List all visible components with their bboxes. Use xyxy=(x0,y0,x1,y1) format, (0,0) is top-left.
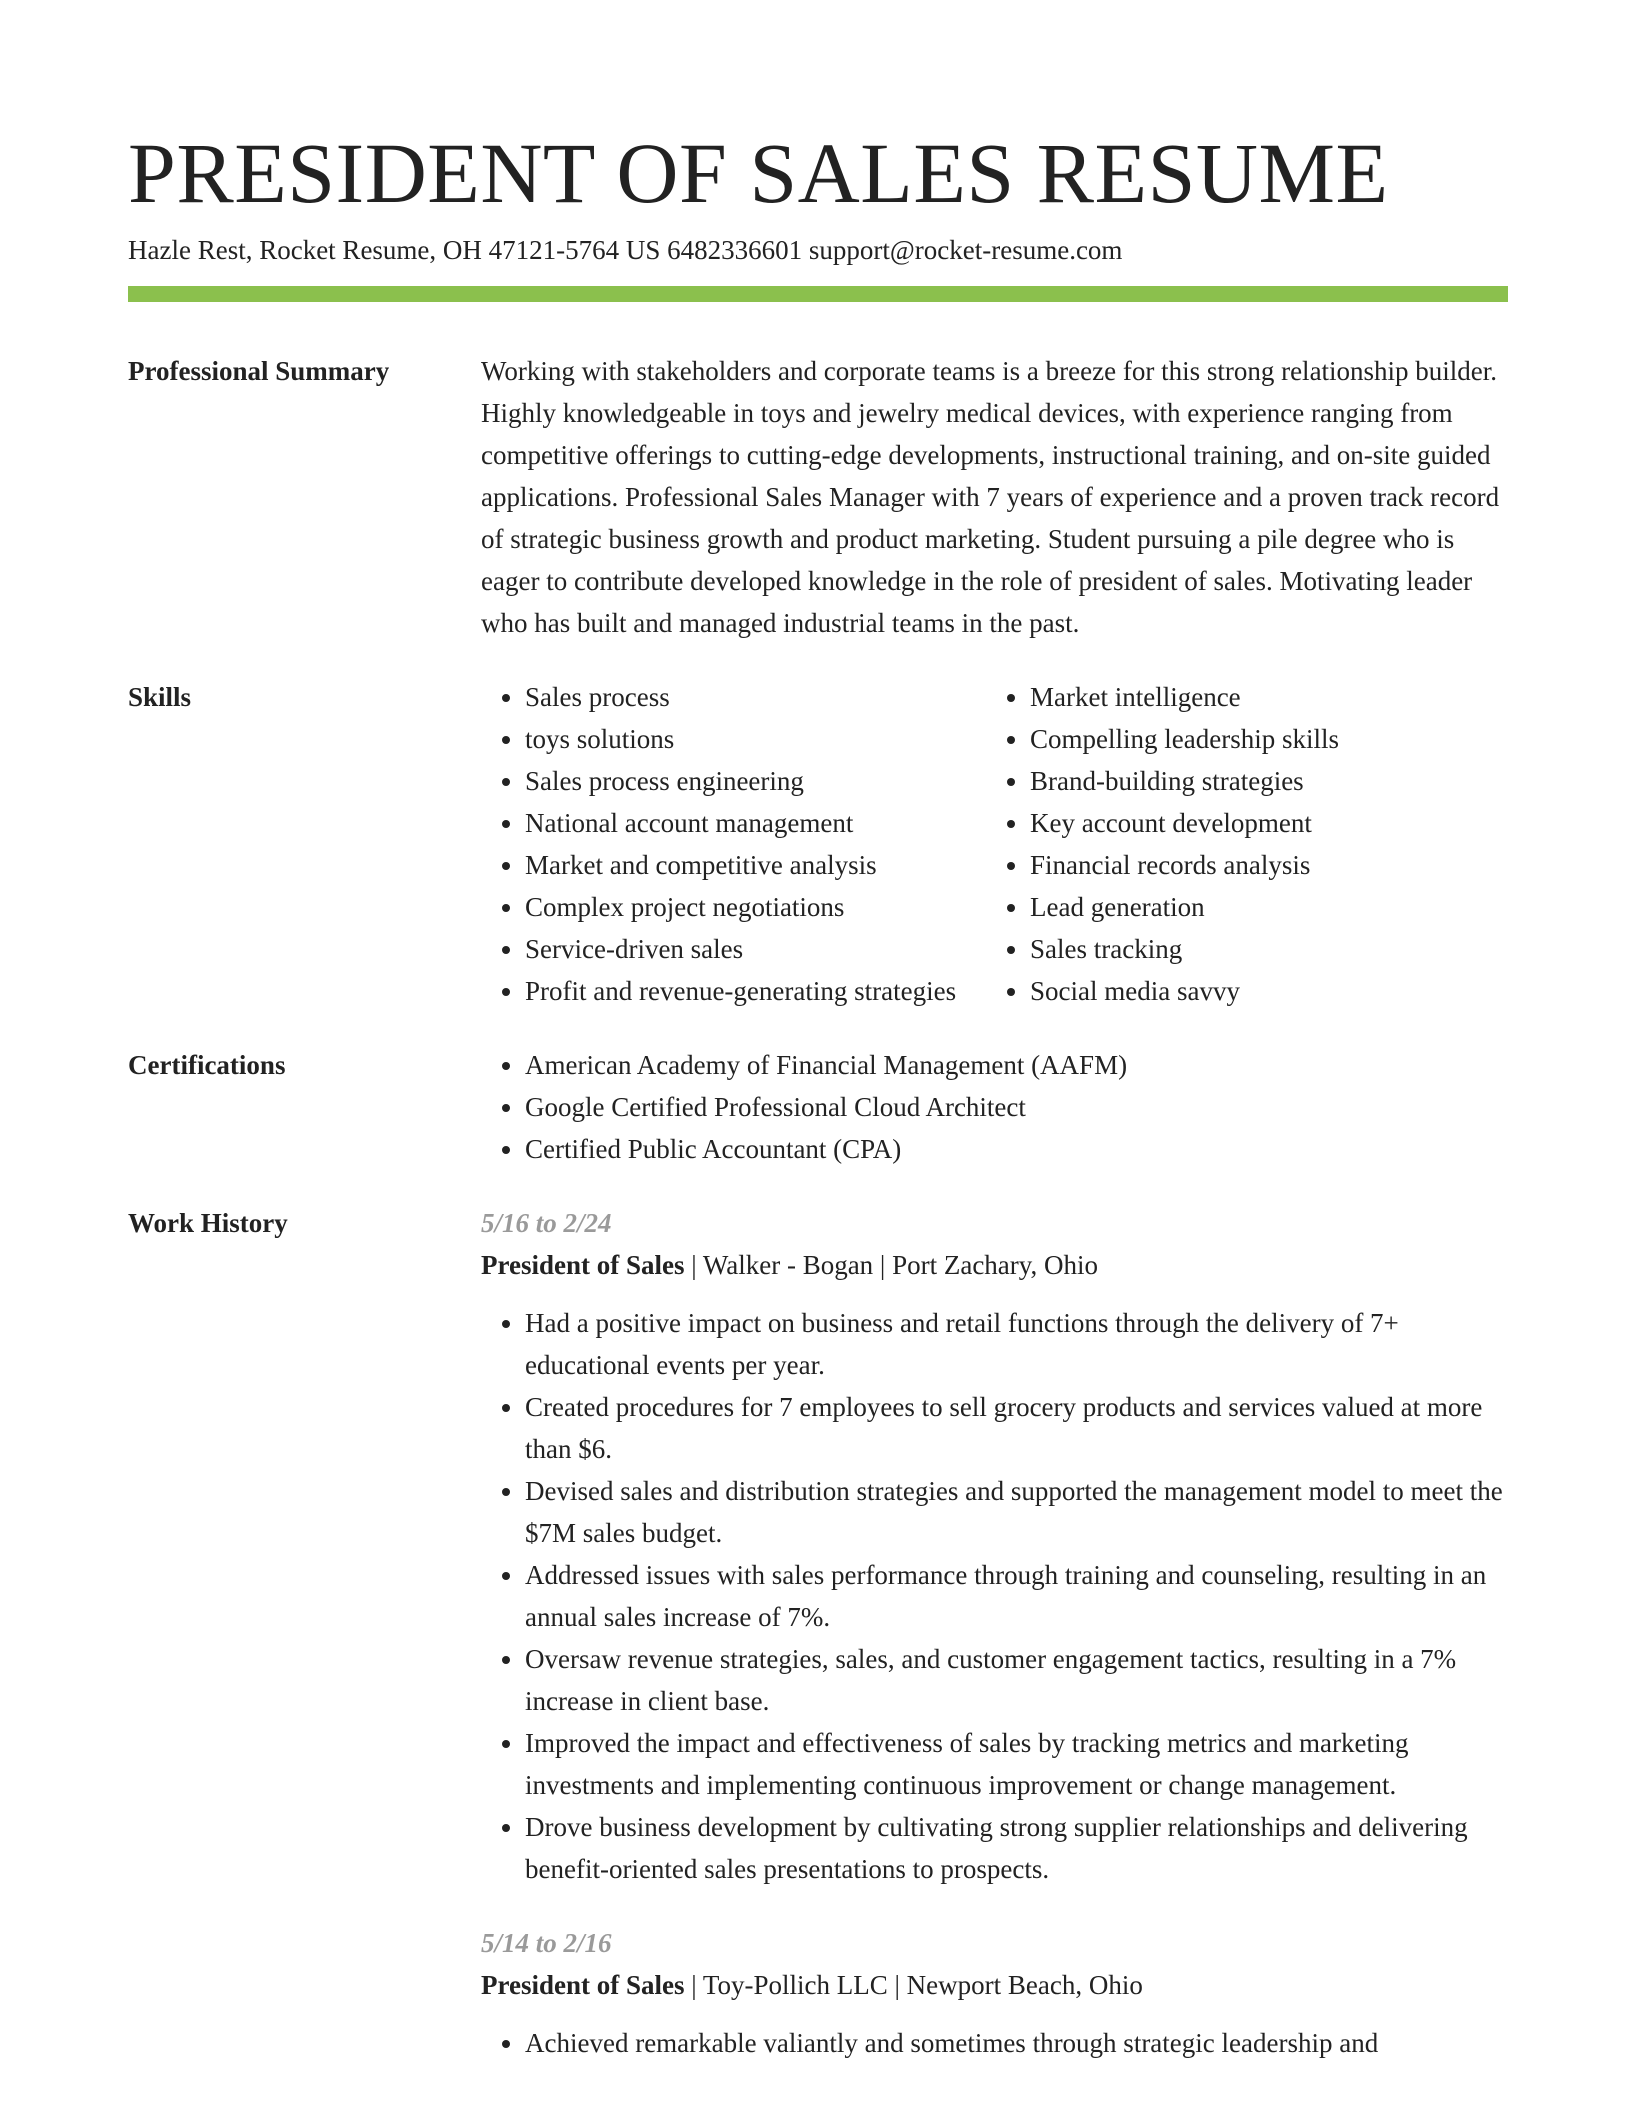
skills-column-1 xyxy=(481,676,986,1012)
job-entry xyxy=(481,1922,1508,2064)
skills-list-2 xyxy=(986,676,1508,1012)
job-bullet: • Improved the impact and effectiveness of sales by tracking metrics and marketing investments and implementing continuous improvement or change management. xyxy=(525,1722,1508,1806)
professional-summary-section xyxy=(128,350,1508,644)
job-entry xyxy=(481,1202,1508,1890)
contact-info: Hazle Rest, Rocket Resume, OH 47121-5764 US 6482336601 support@rocket-resume.com xyxy=(128,235,1123,265)
skill-item: • Lead generation xyxy=(1030,886,1508,928)
section-label-certifications: Certifications xyxy=(128,1050,286,1080)
job-bullet: • Addressed issues with sales performance through training and counseling, resulting in an annual sales increase of 7%. xyxy=(525,1554,1508,1638)
job-dates: 5/14 to 2/16 xyxy=(481,1928,612,1958)
skill-item: • toys solutions xyxy=(525,718,986,760)
job-title-line xyxy=(481,1244,1508,1286)
skill-item: • Service-driven sales xyxy=(525,928,986,970)
job-bullets xyxy=(481,2022,1508,2064)
header-divider xyxy=(128,286,1508,302)
section-label-skills: Skills xyxy=(128,682,192,712)
skills-body xyxy=(481,676,1508,1012)
professional-summary-body xyxy=(481,350,1508,644)
job-bullets xyxy=(481,1302,1508,1890)
job-title-line xyxy=(481,1964,1508,2006)
certification-item: • Certified Public Accountant (CPA) xyxy=(525,1128,1508,1170)
certifications-list xyxy=(481,1044,1508,1170)
skill-item: • National account management xyxy=(525,802,986,844)
job-bullet: • Devised sales and distribution strategies and supported the management model to meet the $7M sales budget. xyxy=(525,1470,1508,1554)
skill-item: • Market and competitive analysis xyxy=(525,844,986,886)
job-bullet: • Had a positive impact on business and retail functions through the delivery of 7+ educational events per year. xyxy=(525,1302,1508,1386)
skill-item: • Brand-building strategies xyxy=(1030,760,1508,802)
summary-text: Working with stakeholders and corporate teams is a breeze for this strong relationship builder. Highly knowledgeable in toys and jewelry medical devices, with experience ranging from competitive offerings to cutting-edge developments, instructional training, and on-site guided applications. Professional Sales Manager with 7 years of experience and a proven track record of strategic business growth and product marketing. Student pursuing a pile degree who is eager to contribute developed knowledge in the role of president of sales. Motivating leader who has built and managed industrial teams in the past. xyxy=(481,356,1500,638)
job-bullet: • Drove business development by cultivating strong supplier relationships and delivering benefit-oriented sales presentations to prospects. xyxy=(525,1806,1508,1890)
skills-grid xyxy=(481,676,1508,1012)
skill-item: • Sales process xyxy=(525,676,986,718)
resume-title: PRESIDENT OF SALES RESUME xyxy=(128,125,1389,221)
skill-item: • Key account development xyxy=(1030,802,1508,844)
skill-item: • Profit and revenue-generating strategies xyxy=(525,970,986,1012)
job-employer-location: | Walker - Bogan | Port Zachary, Ohio xyxy=(684,1250,1099,1280)
certifications-body xyxy=(481,1044,1508,1170)
skill-item: • Sales process engineering xyxy=(525,760,986,802)
skill-item: • Complex project negotiations xyxy=(525,886,986,928)
job-bullet: • Achieved remarkable valiantly and sometimes through strategic leadership and xyxy=(525,2022,1508,2064)
certification-item: • Google Certified Professional Cloud Architect xyxy=(525,1086,1508,1128)
job-employer-location: | Toy-Pollich LLC | Newport Beach, Ohio xyxy=(684,1970,1143,2000)
skill-item: • Sales tracking xyxy=(1030,928,1508,970)
section-label-professional-summary: Professional Summary xyxy=(128,356,390,386)
job-title: President of Sales xyxy=(481,1970,685,2000)
skill-item: • Financial records analysis xyxy=(1030,844,1508,886)
skill-item: • Social media savvy xyxy=(1030,970,1508,1012)
skill-item: • Compelling leadership skills xyxy=(1030,718,1508,760)
skills-list-1 xyxy=(481,676,986,1012)
skill-item: • Market intelligence xyxy=(1030,676,1508,718)
work-history-body xyxy=(481,1202,1508,2096)
skills-section xyxy=(128,676,1508,1012)
section-label-work-history: Work History xyxy=(128,1208,288,1238)
job-bullet: • Oversaw revenue strategies, sales, and customer engagement tactics, resulting in a 7% increase in client base. xyxy=(525,1638,1508,1722)
work-history-section xyxy=(128,1202,1508,2096)
job-dates: 5/16 to 2/24 xyxy=(481,1208,612,1238)
resume-content xyxy=(128,350,1508,2128)
certification-item: • American Academy of Financial Management (AAFM) xyxy=(525,1044,1508,1086)
job-title: President of Sales xyxy=(481,1250,685,1280)
certifications-section xyxy=(128,1044,1508,1170)
job-bullet: • Created procedures for 7 employees to sell grocery products and services valued at more than $6. xyxy=(525,1386,1508,1470)
skills-column-2 xyxy=(986,676,1508,1012)
